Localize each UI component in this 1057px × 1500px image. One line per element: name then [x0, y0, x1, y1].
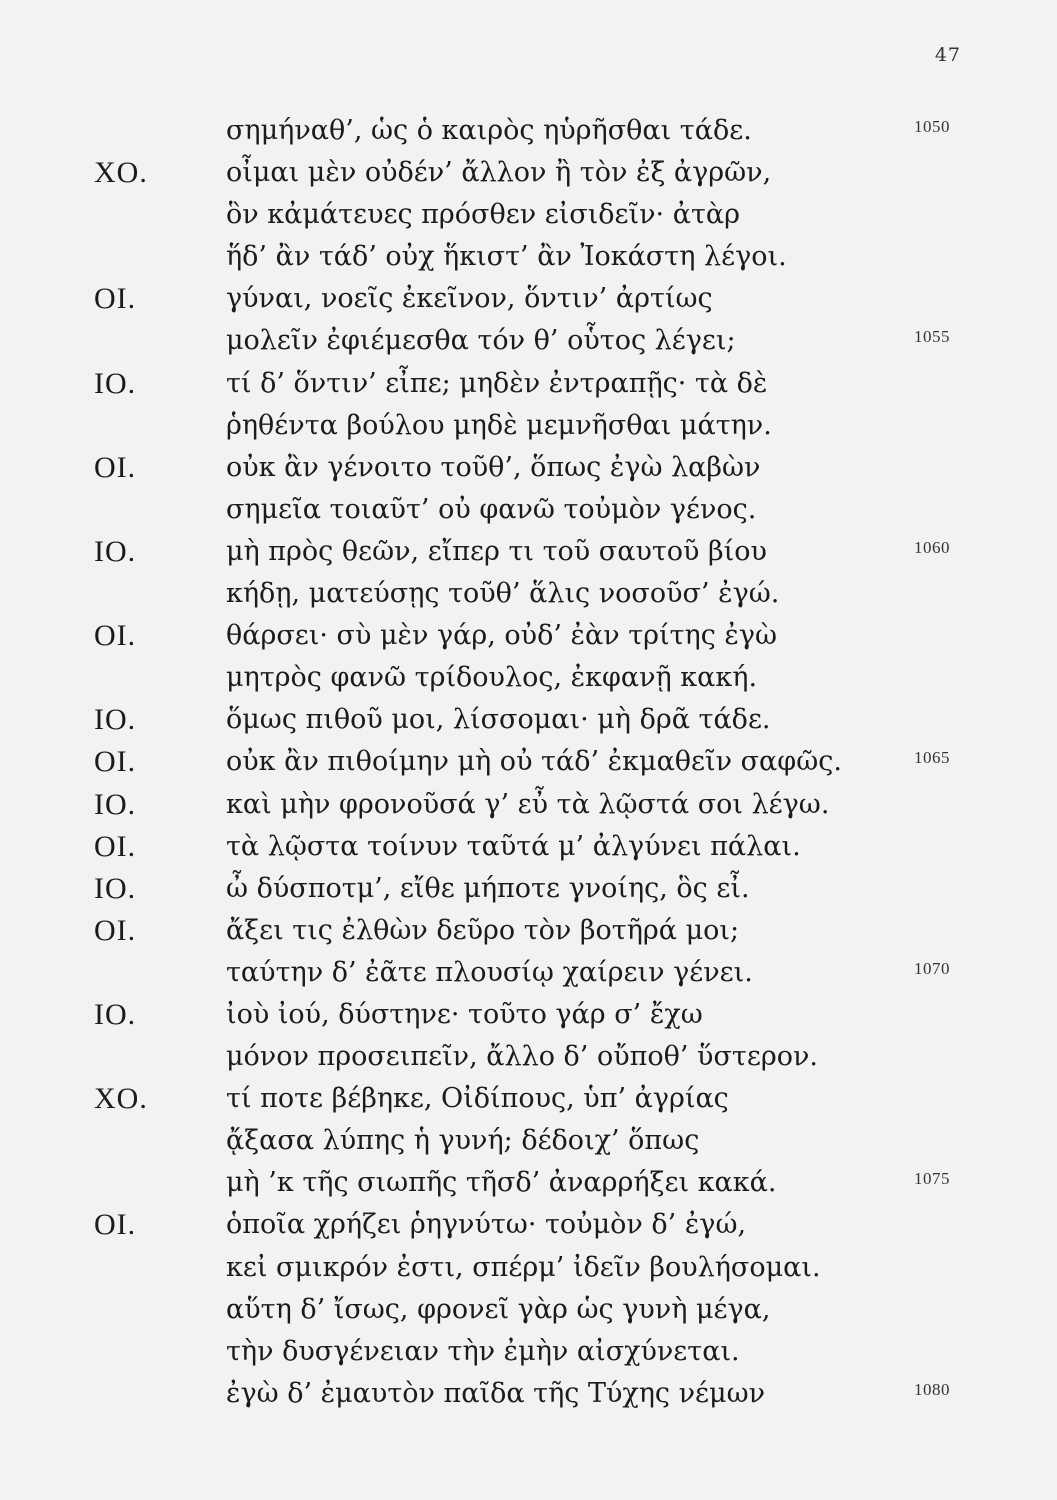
line-number: 1080 [914, 1379, 950, 1399]
verse-line [0, 1204, 1057, 1246]
verse-line [0, 152, 1057, 194]
line-number: 1060 [914, 537, 950, 557]
verse-line-text: μὴ πρὸς θεῶν, εἴπερ τι τοῦ σαυτοῦ βίου [226, 535, 767, 567]
speaker-label: ΧΟ. [94, 1082, 148, 1116]
verse-line [0, 1120, 1057, 1162]
line-number: 1065 [914, 748, 950, 768]
speaker-label: ΟΙ. [94, 1208, 137, 1242]
speaker-label: ΧΟ. [94, 156, 148, 190]
speaker-label: ΙΟ. [94, 997, 137, 1031]
verse-line-text: μόνον προσειπεῖν, ἄλλο δ’ οὔποθ’ ὕστερον. [226, 1041, 818, 1073]
verse-line [0, 447, 1057, 489]
verse-line-text: οὐκ ἂν γένοιτο τοῦθ’, ὅπως ἐγὼ λαβὼν [226, 451, 761, 483]
page-number: 47 [934, 44, 961, 66]
line-number: 1055 [914, 327, 950, 347]
verse-line [0, 699, 1057, 741]
speaker-label: ΟΙ. [94, 829, 137, 863]
line-number: 1070 [914, 958, 950, 978]
verse-line [0, 952, 1057, 994]
verse-line-text: ἰοὺ ἰού, δύστηνε· τοῦτο γάρ σ’ ἔχω [226, 998, 703, 1030]
verse-line-text: ταύτην δ’ ἐᾶτε πλουσίῳ χαίρειν γένει. [226, 956, 753, 988]
speaker-label: ΟΙ. [94, 450, 137, 484]
verse-line-text: τί δ’ ὅντιν’ εἶπε; μηδὲν ἐντραπῇς· τὰ δὲ [226, 367, 768, 399]
verse-line [0, 278, 1057, 320]
verse-line [0, 1373, 1057, 1415]
verse-line-text: κεἰ σμικρόν ἐστι, σπέρμ’ ἰδεῖν βουλήσομαι. [226, 1251, 821, 1283]
speaker-label: ΙΟ. [94, 534, 137, 568]
verse-line-text: σημήναθ’, ὡς ὁ καιρὸς ηὑρῆσθαι τάδε. [226, 115, 752, 146]
verse-line-text: τὰ λῷστα τοίνυν ταῦτά μ’ ἀλγύνει πάλαι. [226, 830, 801, 862]
verse-line-text: τί ποτε βέβηκε, Οἰδίπους, ὑπ’ ἀγρίας [226, 1083, 729, 1115]
verse-line-text: ἥδ’ ἂν τάδ’ οὐχ ἥκιστ’ ἂν Ἰοκάστη λέγοι. [226, 241, 787, 273]
verse-line-text: ὁποῖα χρήζει ῥηγνύτω· τοὐμὸν δ’ ἐγώ, [226, 1209, 747, 1241]
verse-line [0, 489, 1057, 531]
verse-line-text: οὐκ ἂν πιθοίμην μὴ οὐ τάδ’ ἐκμαθεῖν σαφῶς. [226, 746, 842, 778]
verse-line-text: αὕτη δ’ ἴσως, φρονεῖ γὰρ ὡς γυνὴ μέγα, [226, 1293, 771, 1325]
verse-line-text: ἐγὼ δ’ ἐμαυτὸν παῖδα τῆς Τύχης νέμων [226, 1377, 766, 1409]
verse-line [0, 741, 1057, 783]
verse-line-text: τὴν δυσγένειαν τὴν ἐμὴν αἰσχύνεται. [226, 1335, 740, 1367]
speaker-label: ΟΙ. [94, 913, 137, 947]
verse-line-text: καὶ μὴν φρονοῦσά γ’ εὖ τὰ λῷστά σοι λέγω. [226, 788, 830, 820]
verse-line [0, 573, 1057, 615]
verse-line-text: κήδῃ, ματεύσῃς τοῦθ’ ἅλις νοσοῦσ’ ἐγώ. [226, 578, 780, 610]
line-number: 1050 [914, 117, 950, 136]
verse-line-text: μὴ ’κ τῆς σιωπῆς τῆσδ’ ἀναρρήξει κακά. [226, 1167, 777, 1199]
speaker-label: ΟΙ. [94, 282, 137, 316]
verse-line [0, 826, 1057, 868]
verse-line [0, 236, 1057, 278]
verse-line-text: ᾄξασα λύπης ἡ γυνή; δέδοιχ’ ὅπως [226, 1125, 700, 1157]
verse-line-text: ὦ δύσποτμ’, εἴθε μήποτε γνοίης, ὃς εἶ. [226, 872, 750, 904]
line-number: 1075 [914, 1169, 950, 1189]
verse-line-text: σημεῖα τοιαῦτ’ οὐ φανῶ τοὐμὸν γένος. [226, 493, 757, 525]
verse-line [0, 1162, 1057, 1204]
verse-line [0, 1331, 1057, 1373]
verse-line-text: μητρὸς φανῶ τρίδουλος, ἐκφανῇ κακή. [226, 662, 758, 694]
verse-line-text: μολεῖν ἐφιέμεσθα τόν θ’ οὗτος λέγει; [226, 325, 736, 357]
speaker-label: ΟΙ. [94, 619, 137, 653]
verse-line [0, 1289, 1057, 1331]
verse-line [0, 994, 1057, 1036]
verse-text-block [0, 110, 1057, 1415]
verse-line [0, 1247, 1057, 1289]
verse-line [0, 910, 1057, 952]
verse-line [0, 363, 1057, 405]
verse-line-text: γύναι, νοεῖς ἐκεῖνον, ὅντιν’ ἀρτίως [226, 283, 713, 315]
verse-line [0, 615, 1057, 657]
verse-line [0, 194, 1057, 236]
verse-line-text: οἶμαι μὲν οὐδέν’ ἄλλον ἢ τὸν ἐξ ἀγρῶν, [226, 157, 772, 189]
verse-line [0, 657, 1057, 699]
verse-line-text: θάρσει· σὺ μὲν γάρ, οὐδ’ ἐὰν τρίτης ἐγὼ [226, 620, 778, 652]
verse-line-text: ὅμως πιθοῦ μοι, λίσσομαι· μὴ δρᾶ τάδε. [226, 704, 771, 736]
speaker-label: ΙΟ. [94, 871, 137, 905]
verse-line-text: ῥηθέντα βούλου μηδὲ μεμνῆσθαι μάτην. [226, 409, 772, 441]
verse-line [0, 1036, 1057, 1078]
verse-line [0, 1078, 1057, 1120]
speaker-label: ΙΟ. [94, 366, 137, 400]
speaker-label: ΟΙ. [94, 745, 137, 779]
verse-line [0, 784, 1057, 826]
verse-line-text: ἄξει τις ἐλθὼν δεῦρο τὸν βοτῆρά μοι; [226, 914, 740, 946]
verse-line [0, 405, 1057, 447]
verse-line [0, 320, 1057, 362]
verse-line-text: ὃν κἀμάτευες πρόσθεν εἰσιδεῖν· ἀτὰρ [226, 199, 740, 231]
speaker-label: ΙΟ. [94, 703, 137, 737]
verse-line [0, 110, 1057, 152]
speaker-label: ΙΟ. [94, 787, 137, 821]
verse-line [0, 868, 1057, 910]
verse-line [0, 531, 1057, 573]
